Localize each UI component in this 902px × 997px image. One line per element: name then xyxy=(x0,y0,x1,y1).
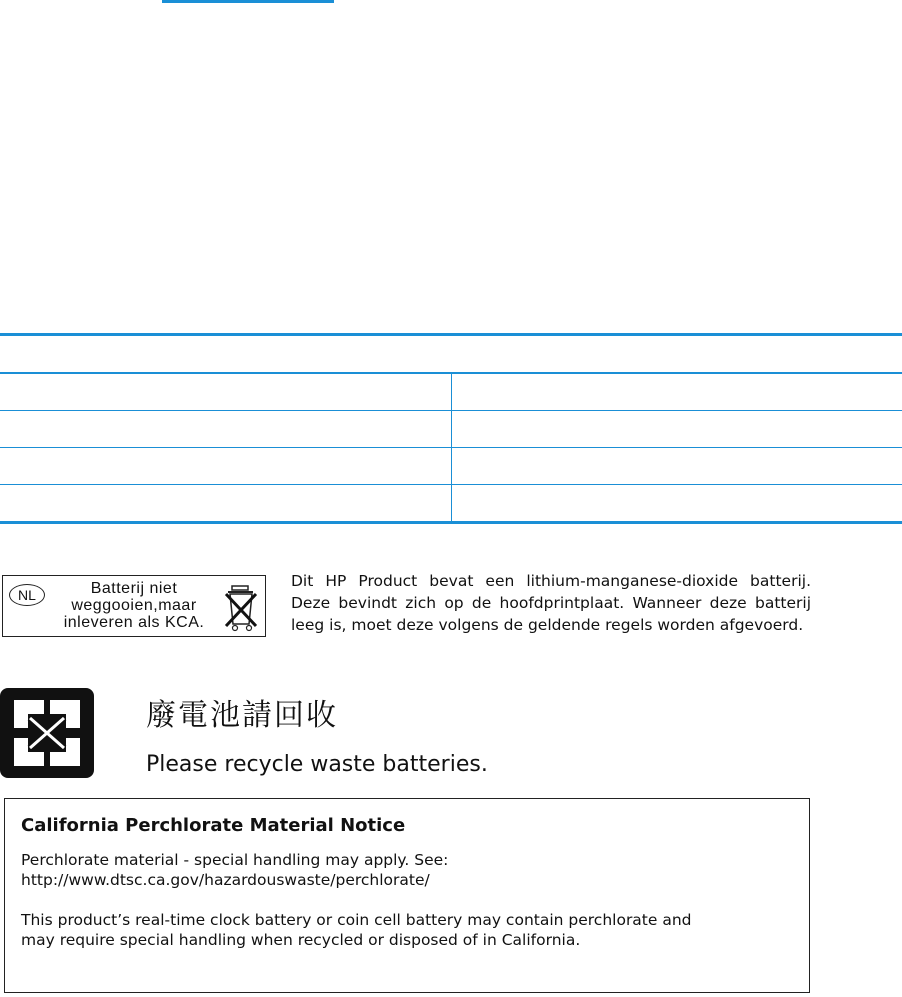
table-cell xyxy=(451,448,902,485)
crossed-bin-icon xyxy=(223,580,261,634)
table-row xyxy=(0,411,902,448)
notice-line: Perchlorate material - special handling may apply. See: xyxy=(21,851,449,869)
california-notice xyxy=(4,798,810,993)
table-row xyxy=(0,485,902,523)
notice-paragraph xyxy=(21,850,791,890)
table-cell xyxy=(0,411,451,448)
notice-line: may require special handling when recycled or disposed of in California. xyxy=(21,931,581,949)
nl-label-line: inleveren als KCA. xyxy=(63,614,205,631)
nl-label-line: Batterij niet xyxy=(90,580,178,597)
notice-line: This product’s real-time clock battery or coin cell battery may contain perchlorate and xyxy=(21,911,692,929)
taiwan-recycle-title: 廢電池請回收 xyxy=(146,698,338,733)
notice-paragraph xyxy=(21,910,791,950)
nl-label-text xyxy=(49,580,219,631)
nl-badge: NL xyxy=(9,584,45,606)
nl-battery-paragraph: Dit HP Product bevat een lithium-manganese-dioxide batterij. Deze bevindt zich op de hoofdprintplaat. Wanneer deze batterij leeg is, moet deze volgens de geldende regels worden afgevoerd. xyxy=(291,572,811,634)
table-cell xyxy=(0,485,451,523)
table-cell xyxy=(451,411,902,448)
recycle-icon xyxy=(0,688,94,778)
table-header-row xyxy=(0,335,902,374)
notice-title: California Perchlorate Material Notice xyxy=(21,815,406,836)
table-row xyxy=(0,448,902,485)
table-cell xyxy=(0,373,451,411)
table-cell xyxy=(451,485,902,523)
table-cell xyxy=(0,448,451,485)
table-header xyxy=(0,335,902,374)
notice-url[interactable]: http://www.dtsc.ca.gov/hazardouswaste/perchlorate/ xyxy=(21,871,430,889)
spec-table xyxy=(0,333,902,524)
link-underline[interactable] xyxy=(162,0,334,3)
nl-battery-label xyxy=(2,575,266,637)
table-cell xyxy=(451,373,902,411)
nl-label-line: weggooien,maar xyxy=(71,597,197,614)
table-row xyxy=(0,373,902,411)
taiwan-recycle-subtitle: Please recycle waste batteries. xyxy=(146,752,488,777)
